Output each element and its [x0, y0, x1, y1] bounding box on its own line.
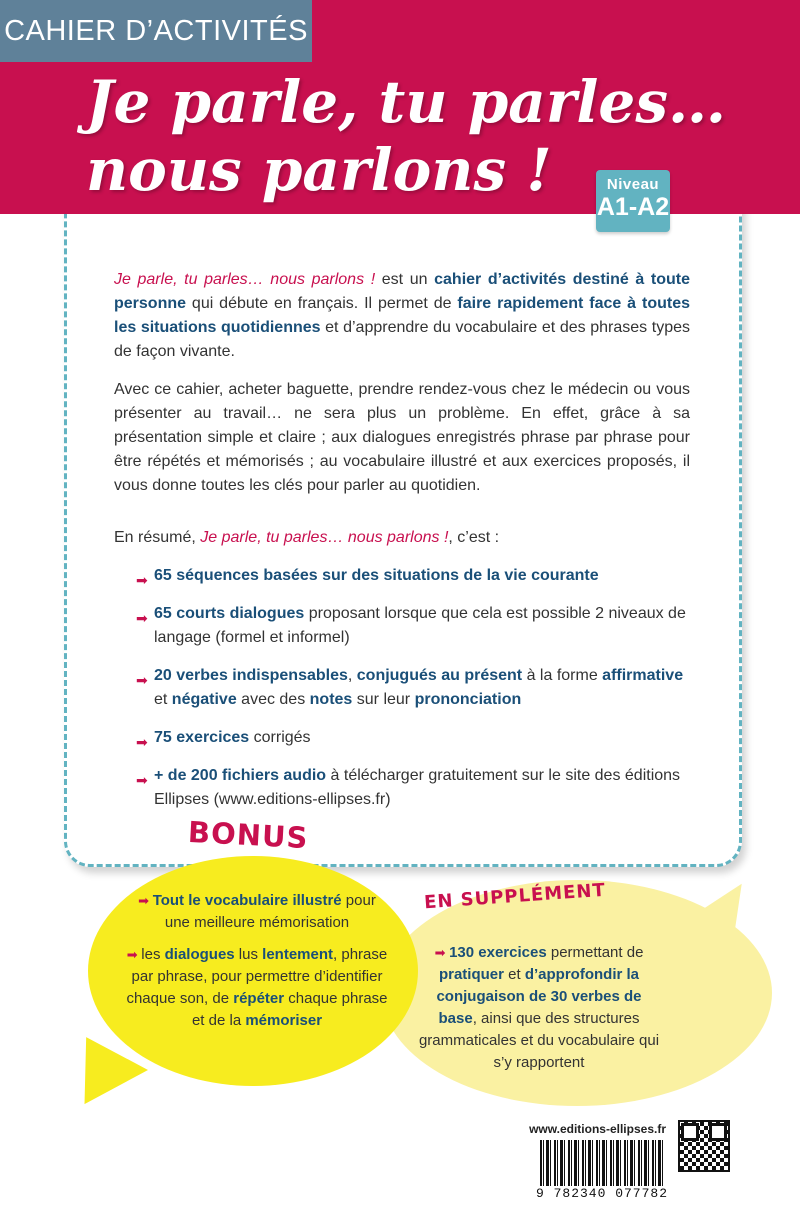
text-fragment: chaque phrase et de la: [191, 990, 388, 1029]
highlight: mémoriser: [245, 1012, 323, 1029]
supplement-text: [418, 942, 660, 1074]
text-fragment: En résumé,: [114, 529, 201, 546]
text-fragment: , ainsi que des structures grammaticales et du vocabulaire qui s’y rapportent: [418, 1010, 660, 1071]
pointing-hand-icon: ➡: [138, 893, 153, 908]
text-fragment: corrigés: [249, 729, 311, 746]
pointing-hand-icon: ➡: [136, 610, 148, 626]
text-fragment: , phrase par phrase, pour permettre d’identifier chaque son, de: [126, 946, 388, 1007]
text-fragment: et: [503, 966, 525, 983]
inline-title: Je parle, tu parles… nous parlons !: [114, 271, 376, 288]
description-content: [114, 268, 690, 826]
text-fragment: proposant lorsque que cela est possible 2 niveaux de langage (formel et informel): [154, 605, 686, 646]
list-item: [114, 726, 690, 750]
feature-list: [114, 564, 690, 812]
summary-intro: [114, 526, 690, 550]
title-line-2: nous parlons !: [86, 136, 552, 204]
highlight: 65 courts dialogues: [154, 605, 305, 622]
intro-paragraph: [114, 268, 690, 364]
list-item: [114, 602, 690, 650]
highlight: + de 200 fichiers audio: [154, 767, 327, 784]
highlight: cahier d’activités destiné à toute personne: [114, 271, 690, 312]
second-paragraph: Avec ce cahier, acheter baguette, prendre rendez-vous chez le médecin ou vous présenter au travail… ne sera plus un problème. En effet, grâce à sa présentation simple et claire ; aux dialogues enregistrés phrase par phrase pour être répétés et mémorisés ; au vocabulaire illustré et aux exercices proposés, il vous donne toutes les clés pour parler au quotidien.: [114, 381, 690, 494]
bonus-text: [126, 890, 388, 1042]
highlight: d’approfondir la conjugaison de 30 verbes de base: [436, 966, 642, 1027]
highlight: 130 exercices: [449, 944, 547, 961]
title-line-1: Je parle, tu parles…: [86, 68, 726, 136]
pointing-hand-icon: ➡: [136, 572, 148, 588]
highlight: négative: [171, 691, 237, 708]
text-fragment: à télécharger gratuitement sur le site des éditions Ellipses (www.editions-ellipses.fr): [154, 767, 681, 808]
text-fragment: ,: [347, 667, 357, 684]
text-fragment: qui débute en français. Il permet de: [186, 295, 458, 312]
category-tab: [0, 0, 312, 62]
publisher-website: www.editions-ellipses.fr: [529, 1122, 666, 1136]
highlight: 65 séquences basées sur des situations de la vie courante: [154, 567, 599, 584]
text-fragment: lus: [234, 946, 263, 963]
highlight: faire rapidement face à toutes les situations quotidiennes: [114, 295, 690, 336]
highlight: pratiquer: [438, 966, 504, 983]
barcode-digits: 9 782340 077782: [532, 1186, 672, 1202]
text-fragment: sur leur: [352, 691, 415, 708]
highlight: répéter: [233, 990, 285, 1007]
text-fragment: les: [141, 946, 165, 963]
supplement-title: EN SUPPLÉMENT: [423, 879, 607, 914]
text-fragment: et d’apprendre du vocabulaire et des phrases types de façon vivante.: [114, 319, 691, 360]
highlight: lentement: [262, 946, 334, 963]
bonus-item: [126, 944, 388, 1032]
level-value: A1-A2: [596, 193, 670, 221]
level-badge: [596, 170, 670, 232]
text-fragment: permettant de: [546, 944, 644, 961]
text-fragment: pour une meilleure mémorisation: [164, 892, 376, 931]
pointing-hand-icon: ➡: [136, 672, 148, 688]
bonus-item: [126, 890, 388, 934]
highlight: affirmative: [602, 667, 684, 684]
highlight: Tout le vocabulaire illustré: [152, 892, 342, 909]
category-label: CAHIER D’ACTIVITÉS: [4, 14, 308, 47]
highlight: notes: [309, 691, 353, 708]
inline-title: Je parle, tu parles… nous parlons !: [200, 529, 449, 546]
list-item: [114, 564, 690, 588]
pointing-hand-icon: ➡: [126, 947, 142, 962]
text-fragment: à la forme: [522, 667, 603, 684]
highlight: 20 verbes indispensables: [154, 667, 348, 684]
list-item: [114, 764, 690, 812]
highlight: prononciation: [414, 691, 522, 708]
highlight: 75 exercices: [154, 729, 250, 746]
level-label: Niveau: [606, 176, 660, 193]
highlight: dialogues: [164, 946, 235, 963]
pointing-hand-icon: ➡: [136, 734, 148, 750]
list-item: [114, 664, 690, 712]
text-fragment: est un: [375, 271, 435, 288]
highlight: conjugués au présent: [356, 667, 523, 684]
text-fragment: , c’est :: [448, 529, 500, 546]
pointing-hand-icon: ➡: [136, 772, 148, 788]
qr-code: [678, 1120, 730, 1172]
pointing-hand-icon: ➡: [434, 945, 450, 960]
text-fragment: et: [154, 691, 172, 708]
bonus-title: BONUS: [187, 814, 310, 856]
text-fragment: avec des: [236, 691, 310, 708]
